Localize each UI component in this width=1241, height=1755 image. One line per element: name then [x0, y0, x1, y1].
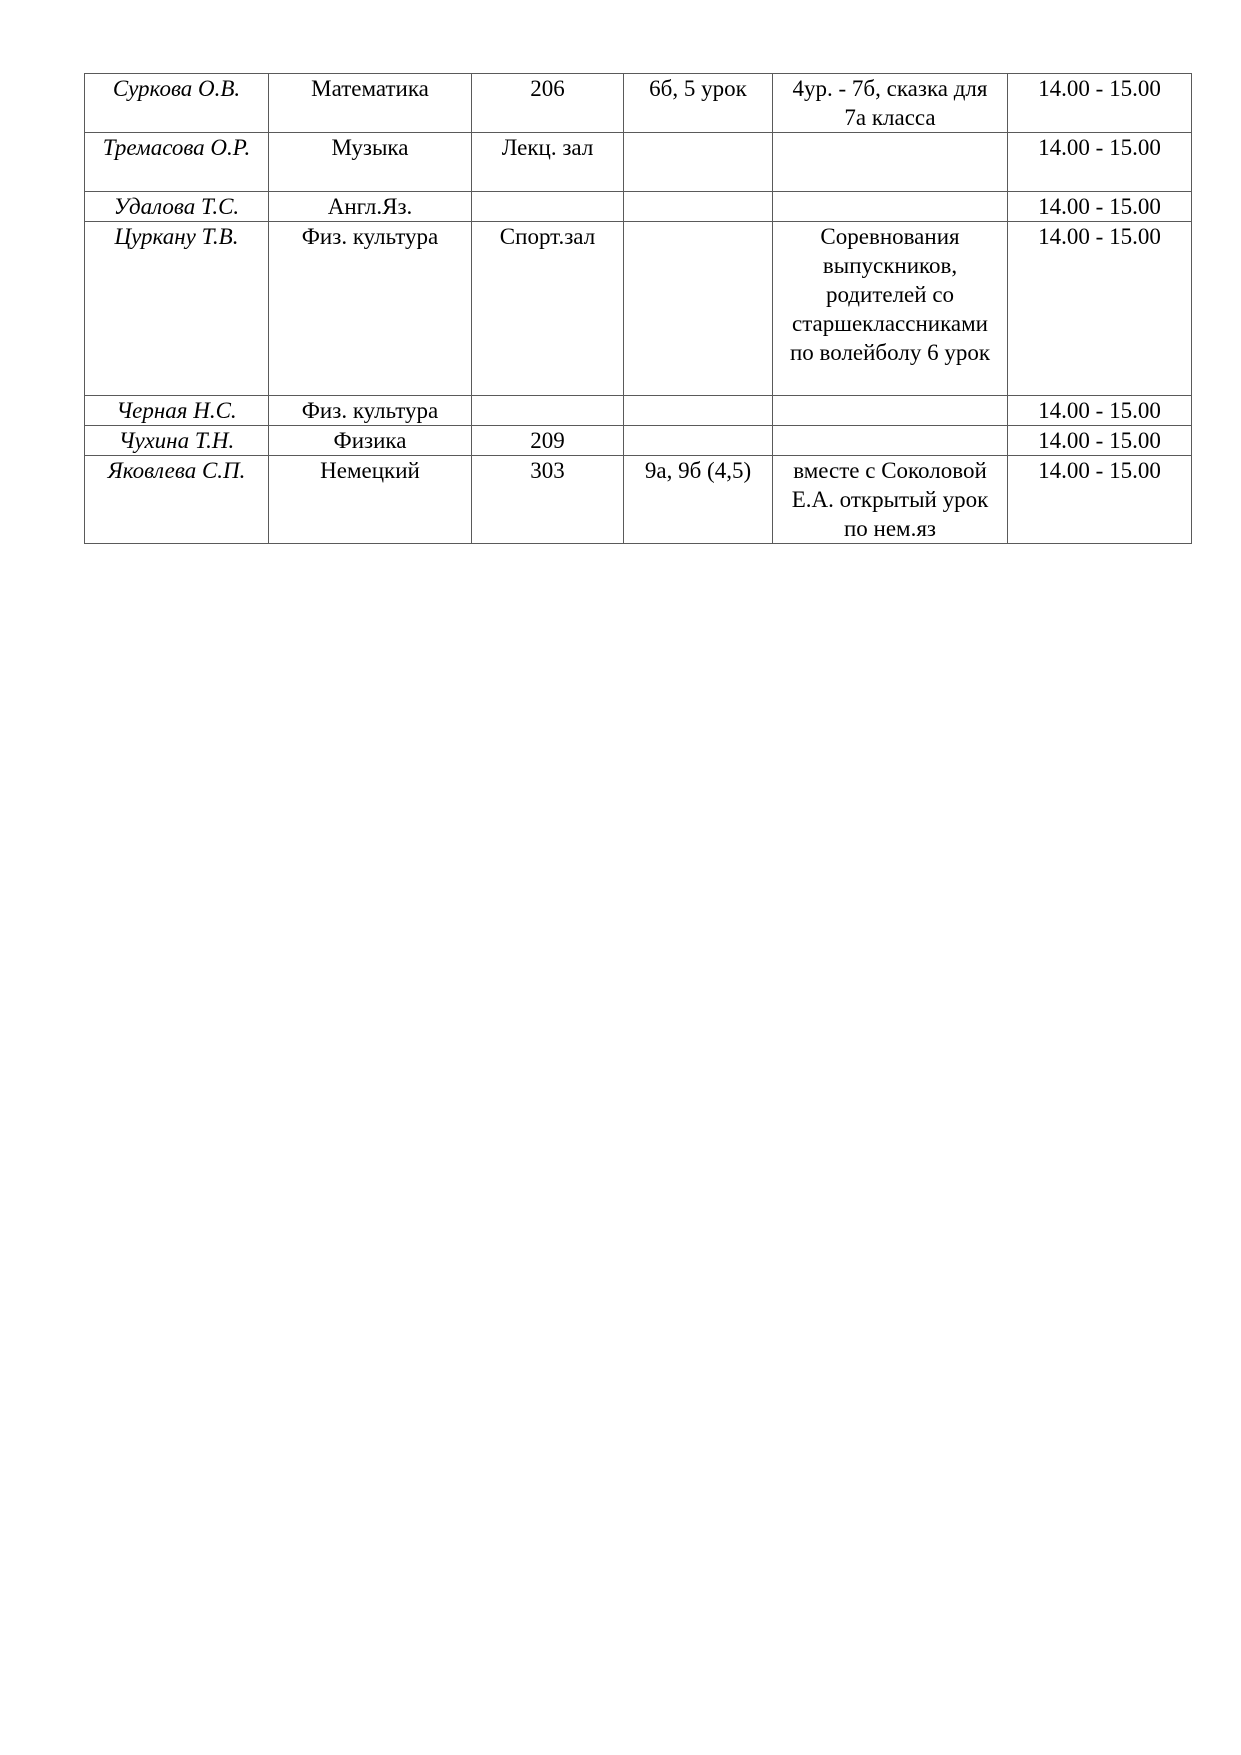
teacher-name-cell: Суркова О.В. [85, 74, 269, 133]
teacher-name-cell: Яковлева С.П. [85, 456, 269, 544]
subject-cell: Немецкий [269, 456, 472, 544]
subject-cell: Физ. культура [269, 396, 472, 426]
table-row [85, 456, 1192, 544]
table-row [85, 396, 1192, 426]
time-cell: 14.00 - 15.00 [1008, 426, 1192, 456]
time-cell: 14.00 - 15.00 [1008, 74, 1192, 133]
time-cell: 14.00 - 15.00 [1008, 192, 1192, 222]
room-cell: Лекц. зал [472, 133, 624, 192]
subject-cell: Физ. культура [269, 222, 472, 396]
classes-cell [624, 133, 773, 192]
subject-cell: Музыка [269, 133, 472, 192]
notes-cell [773, 396, 1008, 426]
classes-cell: 6б, 5 урок [624, 74, 773, 133]
schedule-table [84, 73, 1192, 544]
notes-cell: Соревнования выпускников, родителей со старшеклассниками по волейболу 6 урок [773, 222, 1008, 396]
classes-cell [624, 192, 773, 222]
table-row [85, 192, 1192, 222]
time-cell: 14.00 - 15.00 [1008, 456, 1192, 544]
table-row [85, 133, 1192, 192]
table-row [85, 426, 1192, 456]
room-cell: Спорт.зал [472, 222, 624, 396]
room-cell: 206 [472, 74, 624, 133]
notes-cell [773, 133, 1008, 192]
time-cell: 14.00 - 15.00 [1008, 396, 1192, 426]
table-row [85, 222, 1192, 396]
subject-cell: Математика [269, 74, 472, 133]
classes-cell [624, 426, 773, 456]
time-cell: 14.00 - 15.00 [1008, 222, 1192, 396]
notes-cell: 4ур. - 7б, сказка для 7а класса [773, 74, 1008, 133]
room-cell: 209 [472, 426, 624, 456]
notes-cell [773, 192, 1008, 222]
subject-cell: Англ.Яз. [269, 192, 472, 222]
teacher-name-cell: Чухина Т.Н. [85, 426, 269, 456]
room-cell [472, 192, 624, 222]
table-row [85, 74, 1192, 133]
room-cell: 303 [472, 456, 624, 544]
teacher-name-cell: Удалова Т.С. [85, 192, 269, 222]
teacher-name-cell: Черная Н.С. [85, 396, 269, 426]
time-cell: 14.00 - 15.00 [1008, 133, 1192, 192]
notes-cell [773, 426, 1008, 456]
subject-cell: Физика [269, 426, 472, 456]
classes-cell [624, 222, 773, 396]
classes-cell: 9а, 9б (4,5) [624, 456, 773, 544]
teacher-name-cell: Тремасова О.Р. [85, 133, 269, 192]
classes-cell [624, 396, 773, 426]
notes-cell: вместе с Соколовой Е.А. открытый урок по нем.яз [773, 456, 1008, 544]
teacher-name-cell: Цуркану Т.В. [85, 222, 269, 396]
room-cell [472, 396, 624, 426]
